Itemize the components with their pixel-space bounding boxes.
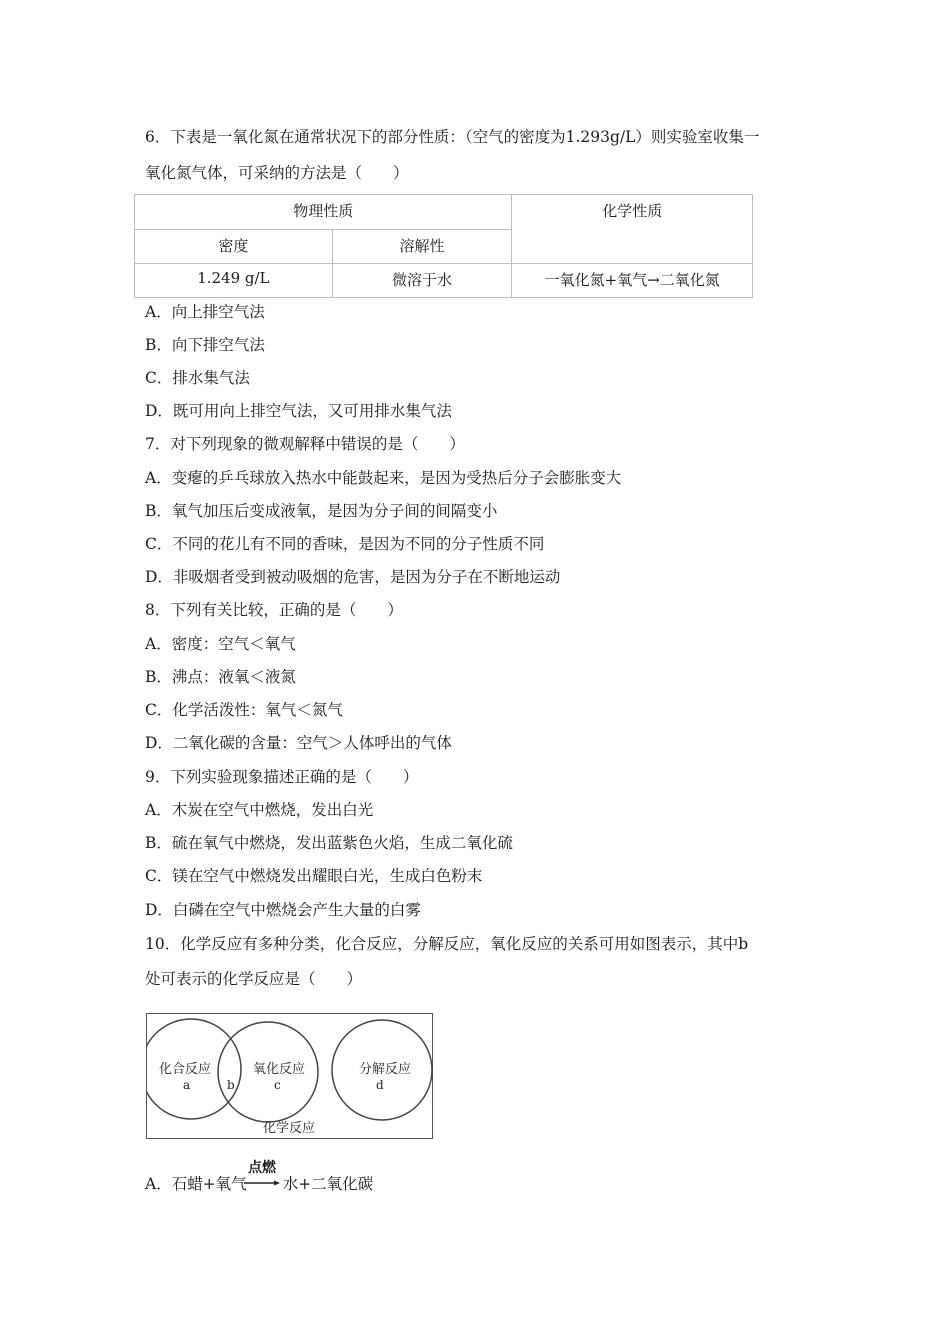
chemical-property-value: 一氧化氮+氧气→二氧化氮 xyxy=(512,264,753,298)
q6-option-c: C．排水集气法 xyxy=(145,369,250,387)
q9-option-a: A．木炭在空气中燃烧，发出白光 xyxy=(145,801,374,819)
q6-option-d: D．既可用向上排空气法，又可用排水集气法 xyxy=(145,402,452,420)
chemical-properties-header: 化学性质 xyxy=(512,195,753,264)
q7-option-b: B．氧气加压后变成液氧，是因为分子间的间隔变小 xyxy=(145,502,498,520)
q6-stem-line2: 氧化氮气体，可采纳的方法是（ ） xyxy=(145,164,409,182)
q6-option-b: B．向下排空气法 xyxy=(145,336,265,354)
q7-option-a: A．变瘪的乒乓球放入热水中能鼓起来，是因为受热后分子会膨胀变大 xyxy=(145,469,622,487)
q6-option-a: A．向上排空气法 xyxy=(145,303,265,321)
properties-table xyxy=(134,194,753,298)
oxidation-label: 氧化反应 xyxy=(253,1062,306,1077)
q9-option-d: D．白磷在空气中燃烧会产生大量的白雾 xyxy=(145,901,421,919)
q9-option-c: C．镁在空气中燃烧发出耀眼白光，生成白色粉末 xyxy=(145,867,483,885)
chemical-reaction-label: 化学反应 xyxy=(263,1121,316,1136)
q7-stem: 7．对下列现象的微观解释中错误的是（ ） xyxy=(145,435,465,453)
q10-option-a-products: 水+二氧化碳 xyxy=(282,1175,374,1193)
q9-option-b: B．硫在氧气中燃烧，发出蓝紫色火焰，生成二氧化硫 xyxy=(145,834,513,852)
region-c-label: c xyxy=(274,1078,281,1092)
q8-stem: 8．下列有关比较，正确的是（ ） xyxy=(145,601,403,619)
q10-option-a-reactants: A．石蜡+氧气 xyxy=(145,1175,247,1193)
q7-option-c: C．不同的花儿有不同的香味，是因为不同的分子性质不同 xyxy=(145,535,545,553)
q8-option-b: B．沸点：液氧＜液氮 xyxy=(145,668,296,686)
reaction-condition: 点燃 xyxy=(248,1160,276,1176)
solubility-header: 溶解性 xyxy=(332,230,512,264)
q10-stem-line1: 10．化学反应有多种分类，化合反应，分解反应，氧化反应的关系可用如图表示，其中b xyxy=(145,935,749,953)
q7-option-d: D．非吸烟者受到被动吸烟的危害，是因为分子在不断地运动 xyxy=(145,568,561,586)
density-header: 密度 xyxy=(135,230,333,264)
solubility-value: 微溶于水 xyxy=(332,264,512,298)
reaction-venn-diagram xyxy=(146,1013,433,1139)
density-value: 1.249 g/L xyxy=(135,264,333,298)
q8-option-a: A．密度：空气＜氧气 xyxy=(145,635,296,653)
q10-stem-line2: 处可表示的化学反应是（ ） xyxy=(145,970,363,988)
region-d-label: d xyxy=(376,1078,384,1092)
q8-option-d: D．二氧化碳的含量：空气＞人体呼出的气体 xyxy=(145,734,452,752)
decomposition-label: 分解反应 xyxy=(359,1062,412,1077)
reaction-arrow-icon xyxy=(244,1180,280,1186)
q6-stem-line1: 6．下表是一氧化氮在通常状况下的部分性质：（空气的密度为1.293g/L）则实验室收集一 xyxy=(145,128,760,146)
physical-properties-header: 物理性质 xyxy=(135,195,512,230)
combination-label: 化合反应 xyxy=(159,1062,212,1077)
region-a-label: a xyxy=(183,1078,191,1092)
q8-option-c: C．化学活泼性：氧气＜氮气 xyxy=(145,701,343,719)
region-b-label: b xyxy=(227,1078,235,1092)
q9-stem: 9．下列实验现象描述正确的是（ ） xyxy=(145,768,419,786)
